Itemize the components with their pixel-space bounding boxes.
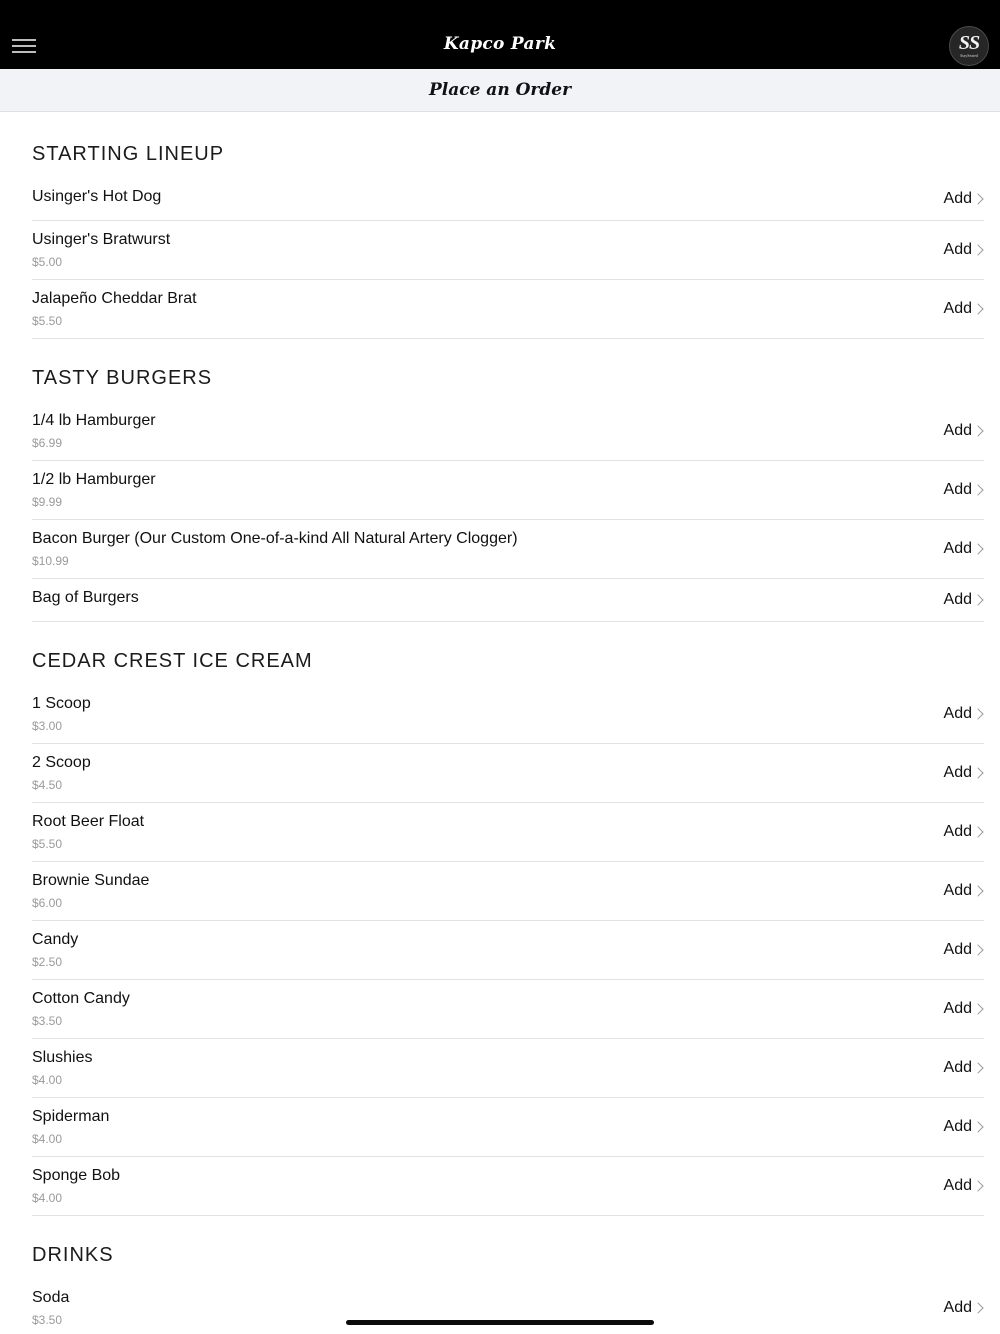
item-price: $4.50 xyxy=(32,778,63,792)
item-price: $5.00 xyxy=(32,255,63,269)
section-title: CEDAR CREST ICE CREAM xyxy=(32,650,313,672)
chevron-right-icon xyxy=(972,425,983,436)
item-name: Bacon Burger (Our Custom One-of-a-kind All Natural Artery Clogger) xyxy=(32,530,518,547)
add-button[interactable]: Add xyxy=(943,764,972,781)
add-button[interactable]: Add xyxy=(943,705,972,722)
section-title: TASTY BURGERS xyxy=(32,367,213,389)
menu-item-row[interactable] xyxy=(32,744,984,803)
add-button[interactable]: Add xyxy=(943,1118,972,1135)
item-name: Usinger's Hot Dog xyxy=(32,188,162,205)
menu-item-row[interactable] xyxy=(32,862,984,921)
menu-item-row[interactable] xyxy=(32,520,984,579)
item-price: $4.00 xyxy=(32,1073,63,1087)
menu-item-row[interactable] xyxy=(32,461,984,520)
item-price: $9.99 xyxy=(32,495,63,509)
top-bar xyxy=(0,0,1000,69)
add-button[interactable]: Add xyxy=(943,1000,972,1017)
add-button[interactable]: Add xyxy=(943,823,972,840)
menu-item-row[interactable] xyxy=(32,803,984,862)
menu-item-row[interactable] xyxy=(32,685,984,744)
chevron-right-icon xyxy=(972,767,983,778)
item-name: Usinger's Bratwurst xyxy=(32,231,171,248)
menu-item-row[interactable] xyxy=(32,1279,984,1334)
logo-subtext: StaySeated xyxy=(960,53,978,58)
item-price: $2.50 xyxy=(32,955,63,969)
item-price: $3.50 xyxy=(32,1313,63,1327)
chevron-right-icon xyxy=(972,594,983,605)
add-button[interactable]: Add xyxy=(943,422,972,439)
item-price: $10.99 xyxy=(32,554,69,568)
add-button[interactable]: Add xyxy=(943,941,972,958)
menu-section xyxy=(32,140,984,339)
add-button[interactable]: Add xyxy=(943,481,972,498)
add-button[interactable]: Add xyxy=(943,1299,972,1316)
page-title: Place an Order xyxy=(428,80,572,100)
item-price: $6.00 xyxy=(32,896,63,910)
home-indicator xyxy=(346,1320,654,1325)
menu-item-row[interactable] xyxy=(32,921,984,980)
item-price: $5.50 xyxy=(32,314,63,328)
item-name: Cotton Candy xyxy=(32,990,130,1007)
menu-item-row[interactable] xyxy=(32,221,984,280)
item-name: 2 Scoop xyxy=(32,754,91,771)
item-name: 1/2 lb Hamburger xyxy=(32,471,156,488)
venue-title: Kapco Park xyxy=(443,34,557,54)
chevron-right-icon xyxy=(972,193,983,204)
item-price: $3.50 xyxy=(32,1014,63,1028)
menu-item-row[interactable] xyxy=(32,280,984,339)
add-button[interactable]: Add xyxy=(943,882,972,899)
add-button[interactable]: Add xyxy=(943,300,972,317)
item-price: $3.00 xyxy=(32,719,63,733)
item-name: 1/4 lb Hamburger xyxy=(32,412,156,429)
item-price: $4.00 xyxy=(32,1132,63,1146)
menu-item-row[interactable] xyxy=(32,1098,984,1157)
menu-section xyxy=(32,647,984,1216)
chevron-right-icon xyxy=(972,1062,983,1073)
logo-mark: SS xyxy=(958,32,980,54)
chevron-right-icon xyxy=(972,244,983,255)
item-price: $5.50 xyxy=(32,837,63,851)
chevron-right-icon xyxy=(972,1121,983,1132)
item-name: 1 Scoop xyxy=(32,695,91,712)
chevron-right-icon xyxy=(972,543,983,554)
item-name: Spiderman xyxy=(32,1108,110,1125)
add-button[interactable]: Add xyxy=(943,591,972,608)
chevron-right-icon xyxy=(972,1003,983,1014)
add-button[interactable]: Add xyxy=(943,540,972,557)
item-name: Slushies xyxy=(32,1049,93,1066)
item-name: Sponge Bob xyxy=(32,1167,121,1184)
item-name: Jalapeño Cheddar Brat xyxy=(32,290,197,307)
add-button[interactable]: Add xyxy=(943,190,972,207)
app-logo-avatar[interactable] xyxy=(949,26,989,66)
chevron-right-icon xyxy=(972,484,983,495)
chevron-right-icon xyxy=(972,1302,983,1313)
menu-item-row[interactable] xyxy=(32,579,984,622)
item-price: $4.00 xyxy=(32,1191,63,1205)
item-name: Candy xyxy=(32,931,79,948)
item-name: Soda xyxy=(32,1289,70,1306)
add-button[interactable]: Add xyxy=(943,1177,972,1194)
menu-item-row[interactable] xyxy=(32,1039,984,1098)
item-price: $6.99 xyxy=(32,436,63,450)
section-title: DRINKS xyxy=(32,1244,114,1266)
chevron-right-icon xyxy=(972,303,983,314)
section-title: STARTING LINEUP xyxy=(32,143,225,165)
menu-item-row[interactable] xyxy=(32,178,984,221)
menu-item-row[interactable] xyxy=(32,980,984,1039)
menu-item-row[interactable] xyxy=(32,1157,984,1216)
item-name: Brownie Sundae xyxy=(32,872,150,889)
order-menu-list[interactable] xyxy=(32,140,984,1334)
chevron-right-icon xyxy=(972,708,983,719)
add-button[interactable]: Add xyxy=(943,1059,972,1076)
chevron-right-icon xyxy=(972,944,983,955)
chevron-right-icon xyxy=(972,1180,983,1191)
chevron-right-icon xyxy=(972,885,983,896)
menu-section xyxy=(32,364,984,622)
menu-item-row[interactable] xyxy=(32,402,984,461)
item-name: Root Beer Float xyxy=(32,813,145,830)
item-name: Bag of Burgers xyxy=(32,589,139,606)
chevron-right-icon xyxy=(972,826,983,837)
add-button[interactable]: Add xyxy=(943,241,972,258)
